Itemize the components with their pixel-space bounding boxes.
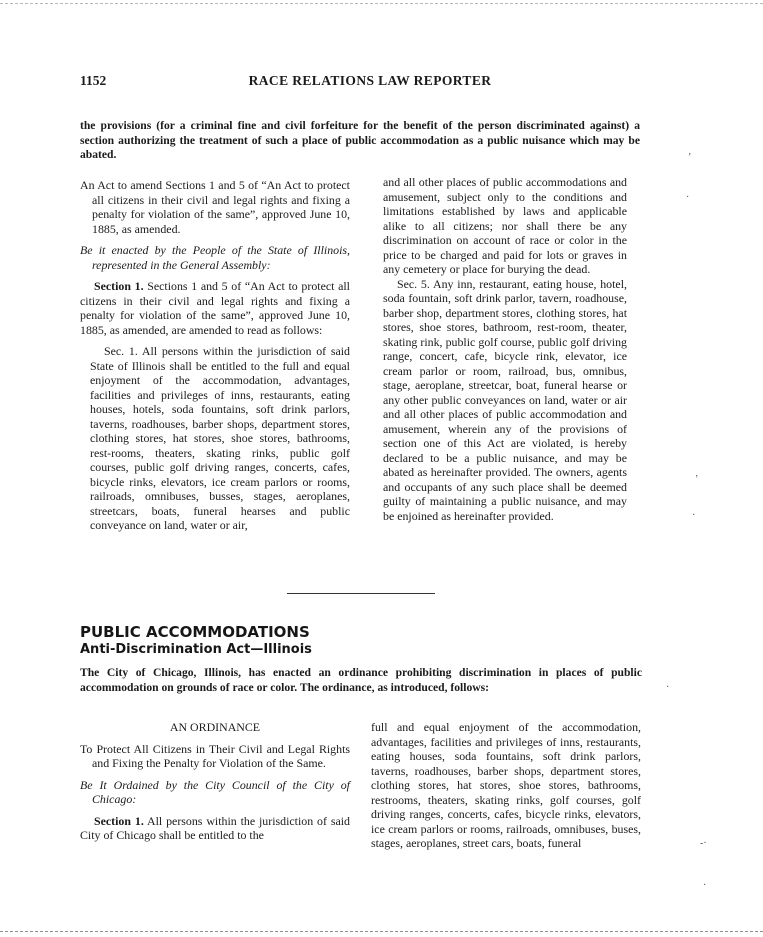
bottom-edge-dashes bbox=[0, 931, 763, 932]
act-sec-1-text: Sec. 1. All persons within the jurisdiction of said State of Illinois shall be entitled to the full and equal enjoyment of the accommodation, advantages, facilities and privileges of inns, restaurants, eating houses, hotels, soda fountains, soft drink parlors, taverns, roadhouses, barber shops, department stores, clothing stores, hat stores, shoe stores, bathrooms, rest-rooms, theaters, skating rinks, public golf courses, public golf driving ranges, concerts, cafes, bicycle rinks, elevators, ice cream parlors or rooms, railroads, omnibuses, busses, stages, aeroplanes, streetcars, boats, funeral hearses and public conveyance on land, water or air, bbox=[90, 344, 350, 532]
scan-speck: ’ bbox=[695, 474, 699, 485]
scan-speck: · bbox=[686, 192, 690, 203]
ordinance-section-1-continued: full and equal enjoyment of the accommodation, advantages, facilities and privileges of inns, restaurants, eating houses, soda fountains, soft drink parlors, taverns, roadhouses, barber shops, department stores, clothing stores, hat stores, shoe stores, bathrooms, restrooms, theaters, skating rinks, golf courses, golf driving ranges, concerts, cafes, bicycle rinks, elevators, ice cream parlors or rooms, railroads, omnibuses, buses, stages, aeroplanes, street cars, boats, funeral bbox=[371, 720, 641, 850]
ordinance-section-1 bbox=[80, 814, 350, 843]
ordinance-headnote: The City of Chicago, Illinois, has enacted an ordinance prohibiting discrimination in places of public accommodation on grounds of race or color. The ordinance, as introduced, follows: bbox=[80, 666, 642, 694]
ordinance-column-left bbox=[80, 720, 350, 843]
act-enacting-clause: Be it enacted by the People of the State of Illinois, represented in the General Assembly: bbox=[80, 243, 350, 272]
act-sec-5-text: Sec. 5. Any inn, restaurant, eating house, hotel, soda fountain, soft drink parlor, tavern, roadhouse, barber shop, department stores, clothing stores, hat stores, shoe stores, bathroom, rest-room, theater, skating rink, public golf course, public golf driving range, concert, cafe, bicycle rink, elevator, ice cream parlor or room, railroad, bus, omnibus, stage, aeroplane, streetcar, boat, funeral hearse or any other public conveyances on land, water or air and all other places of public accommodation and amusement, wherein any of the provisions of section one of this Act are violated, is hereby declared to be a public nuisance, and may be abated as hereinafter provided. The owners, agents and occupants of any such place shall be deemed guilty of maintaining a public nuisance, and may be enjoined as hereinafter provided. bbox=[383, 276, 627, 523]
section-divider bbox=[287, 593, 435, 594]
act-section-1-lead: Section 1. bbox=[94, 279, 144, 293]
scan-speck: -· bbox=[700, 838, 707, 849]
ordinance-heading: AN ORDINANCE bbox=[169, 720, 261, 734]
act-title-clause: An Act to amend Sections 1 and 5 of “An Act to protect all citizens in their civil and legal rights and fixing a penalty for violation of the same”, approved June 10, 1885, as amended. bbox=[80, 178, 350, 236]
act-section-1-text: Sections 1 and 5 of “An Act to protect all citizens in their civil and legal rights and fixing a penalty for violation of the same”, approved June 10, 1885, as amended, are amended to read as follows: bbox=[80, 279, 350, 337]
top-edge-dashes bbox=[0, 3, 763, 4]
ordinance-column-right bbox=[371, 720, 641, 851]
ordinance-title-clause: To Protect All Citizens in Their Civil and Legal Rights and Fixing the Penalty for Violation of the Same. bbox=[80, 741, 350, 770]
ordinance-section-1-lead: Section 1. bbox=[94, 813, 144, 828]
act-column-right bbox=[383, 175, 627, 523]
scan-speck: · bbox=[692, 510, 696, 521]
running-title: RACE RELATIONS LAW REPORTER bbox=[248, 73, 492, 88]
act-sec-1-continued: and all other places of public accommodations and amusement, subject only to the conditions and limitations established by laws and applicable alike to all citizens; nor shall there be any discrimination on account of race or color in the price to be charged and paid for lots or graves in any cemetery or place for burying the dead. bbox=[383, 175, 627, 276]
page-number: 1152 bbox=[80, 73, 107, 88]
act-section-1 bbox=[80, 279, 350, 337]
act-column-left bbox=[80, 178, 350, 533]
section-title: PUBLIC ACCOMMODATIONS bbox=[80, 623, 310, 641]
section-subtitle: Anti-Discrimination Act—Illinois bbox=[80, 642, 312, 657]
editorial-headnote: the provisions (for a criminal fine and civil forfeiture for the benefit of the person discriminated against) a section authorizing the treatment of such a place of public accommodation as a public nuisance which may be abated. bbox=[80, 119, 640, 161]
ordinance-ordaining-clause: Be It Ordained by the City Council of the City of Chicago: bbox=[80, 777, 350, 806]
scan-speck: · bbox=[666, 682, 670, 693]
ordinance-section-1-text: All persons within the jurisdiction of said City of Chicago shall be entitled to the bbox=[80, 813, 350, 842]
scan-speck: ’ bbox=[688, 152, 692, 163]
scan-speck: · bbox=[703, 880, 707, 891]
